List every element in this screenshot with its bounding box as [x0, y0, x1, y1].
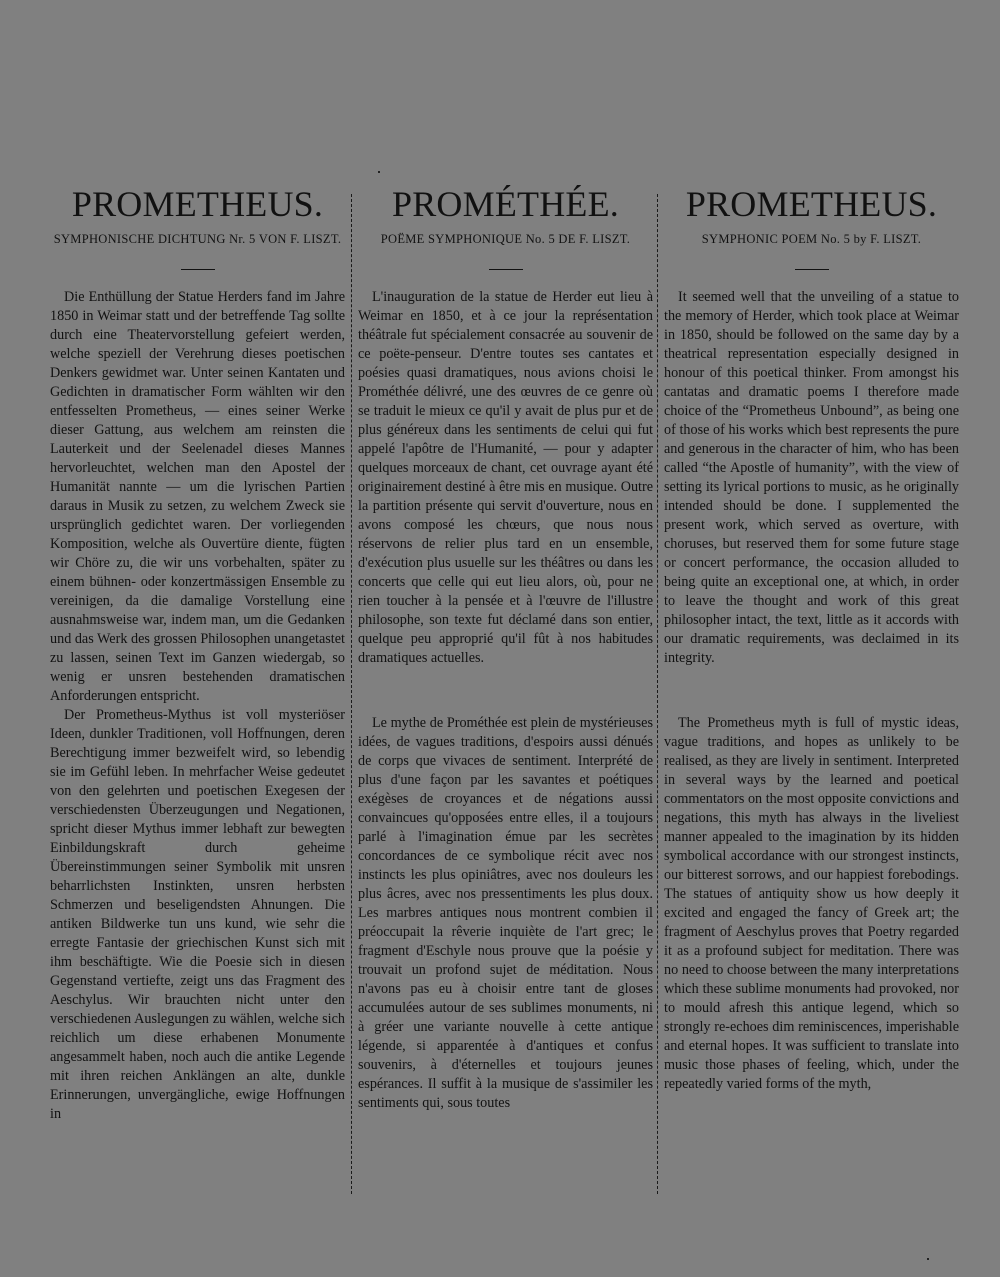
section-divider [489, 269, 523, 270]
print-speck [927, 1258, 929, 1260]
column-title: PROMETHEUS. [685, 184, 938, 224]
paragraph: Le mythe de Prométhée est plein de mystérieuses idées, de vagues traditions, d'espoirs aussi dénués de corps que vivaces de sentiment. Interprété de plus d'une façon par les savantes et poétiques exégèses de croyances et de négations aussi convaincues qu'opposées entre elles, il a toujours parlé à l'imagination émue par les secrètes concordances de ce symbolique récit avec nos instincts les plus opiniâtres, avec nos douleurs les plus âcres, avec nos pressentiments les plus doux. Les marbres antiques nous montrent combien il préoccupait la rêverie inquiète de l'art grec; le fragment d'Eschyle nous prouve que la poésie y trouvait un profond sujet de méditation. Nous n'avons pas eu à choisir entre tant de gloses accumulées autour de ses sublimes monuments, ni à gréer une variante nouvelle à cette antique légende, si apparentée à d'antiques et confus souvenirs, à d'éternelles et toujours jeunes espérances. Il suffit à la musique de s'assimiler les sentiments qui, sous toutes [358, 715, 653, 1111]
column-french [358, 180, 653, 1113]
paragraph: L'inauguration de la statue de Herder eut lieu à Weimar en 1850, et à ce jour la représentation théâtrale fut spécialement consacrée au souvenir de ce poëte-penseur. D'entre toutes ses cantates et poésies quasi dramatiques, nous avions choisi le Prométhée délivré, une des œuvres de ce genre où se traduit le mieux ce qu'il y avait de plus pur et de plus généreux dans les sentiments de celui qui fut appelé l'apôtre de l'Humanité, — pour y adapter quelques morceaux de chant, cet ouvrage ayant été originairement destiné à être mis en musique. Outre la partition présente qui servit d'ouverture, nous en avons composé les chœurs, que nous nous réservons de relier plus tard en un ensemble, d'exécution plus usuelle sur les théâtres ou dans les concerts que celle qui eut lieu alors, où, pour ne rien toucher à la pensée et à l'œuvre de l'illustre philosophe, son texte fut déclamé dans son entier, quelque peu approprié qu'il fût à nos habitudes dramatiques actuelles. [358, 289, 653, 666]
column-separator [351, 194, 353, 1194]
column-subtitle: SYMPHONISCHE DICHTUNG Nr. 5 VON F. LISZT. [53, 232, 342, 246]
paragraph: It seemed well that the unveiling of a statue to the memory of Herder, which took place at Weimar in 1850, should be followed on the same day by a theatrical representation especially designed in honour of this poetical thinker. From amongst his cantatas and dramatic poems I therefore made choice of the “Prometheus Unbound”, as being one of those of his works which best represents the pure and generous in the character of him, who has been called “the Apostle of humanity”, with the view of setting its lyrical portions to music, as he originally intended should be done. I supplemented the present work, which served as overture, with choruses, but reserved them for some future stage or concert performance, the occasion alluded to being quite an exceptional one, at which, in order to leave the thought and work of this great philosopher intact, the text, little as it accords with our dramatic requirements, was declaimed in its integrity. [664, 289, 959, 666]
column-title: PROMETHEUS. [71, 184, 324, 224]
section-divider [795, 269, 829, 270]
paragraph: Die Enthüllung der Statue Herders fand im Jahre 1850 in Weimar statt und der betreffende Tag sollte durch eine Theatervorstellung gefeiert werden, welche speziell der Verehrung dieses poetischen Denkers gewidmet war. Unter seinen Kantaten und Gedichten in dramatischer Form wählten wir den entfesselten Prometheus, — eines seiner Werke dieser Gattung, aus welchem am reinsten die Lauterkeit und der Seelenadel dieses Mannes hervorleuchtet, welchen man den Apostel der Humanität nannte — um die lyrischen Partien daraus in Musik zu setzen, zu welchem Zweck sie ursprünglich gedichtet waren. Der vorliegenden Komposition, welche als Ouvertüre diente, fügten wir Chöre zu, die wir uns vorbehalten, später zu einem bühnen- oder konzertmässigen Ensemble zu vereinigen, da die damalige Vorstellung eine ausnahmsweise war, indem man, um die Gedanken und das Werk des grossen Philosophen unangetastet zu lassen, seinen Text im Ganzen wiedergab, so wenig er unsren bestehenden dramatischen Anforderungen entspricht. [50, 289, 345, 704]
column-separator [657, 194, 659, 1194]
paragraph: The Prometheus myth is full of mystic ideas, vague traditions, and hopes as unlikely to be realised, as they are lively in sentiment. Interpreted in several ways by the learned and poetical commentators on the most opposite convictions and negations, this myth has always in the liveliest manner appealed to the imagination by its hidden symbolical accordance with our strongest instincts, our bitterest sorrows, and our happiest forebodings. The statues of antiquity show us how deeply it excited and engaged the fancy of Greek art; the fragment of Aeschylus proves that Poetry regarded it as a profound subject for meditation. There was no need to choose between the many interpretations which these sublime monuments had provoked, nor to mould afresh this antique legend, which so strongly re-echoes dim reminiscences, imperishable and eternal hopes. It was sufficient to translate into music those phases of feeling, which, under the repeatedly varied forms of the myth, [664, 715, 959, 1092]
column-german [50, 180, 345, 1124]
column-english [664, 180, 959, 1094]
print-speck [378, 171, 380, 173]
column-subtitle: POËME SYMPHONIQUE No. 5 DE F. LISZT. [380, 232, 631, 246]
section-divider [181, 269, 215, 270]
column-subtitle: SYMPHONIC POEM No. 5 by F. LISZT. [701, 232, 922, 246]
paragraph: Der Prometheus-Mythus ist voll mysteriöser Ideen, dunkler Traditionen, voll Hoffnungen, deren Berechtigung immer bezweifelt wird, so lebendig sie im Gefühl leben. In mehrfacher Weise gedeutet von den gelehrten und poetischen Exegesen der verschiedensten Überzeugungen und Negationen, spricht dieser Mythus immer lebhaft zur bewegten Einbildungskraft durch geheime Übereinstimmungen seiner Symbolik mit unsren beharrlichsten Instinkten, unsren herbsten Schmerzen und beseligendsten Ahnungen. Die antiken Bildwerke tun uns kund, wie sehr die erregte Fantasie der griechischen Kunst sich mit ihm beschäftigte. Wie die Poesie sich in diesen Gegenstand vertiefte, zeigt uns das Fragment des Aeschylus. Wir brauchten nicht unter den verschiedenen Auslegungen zu wählen, welche sich reichlich um diese erhabenen Monumente angesammelt haben, noch auch die antike Legende mit ihren reichen Anklängen an alte, dunkle Erinnerungen, unvergängliche, ewige Hoffnungen in [50, 707, 345, 1122]
column-title: PROMÉTHÉE. [392, 184, 619, 224]
